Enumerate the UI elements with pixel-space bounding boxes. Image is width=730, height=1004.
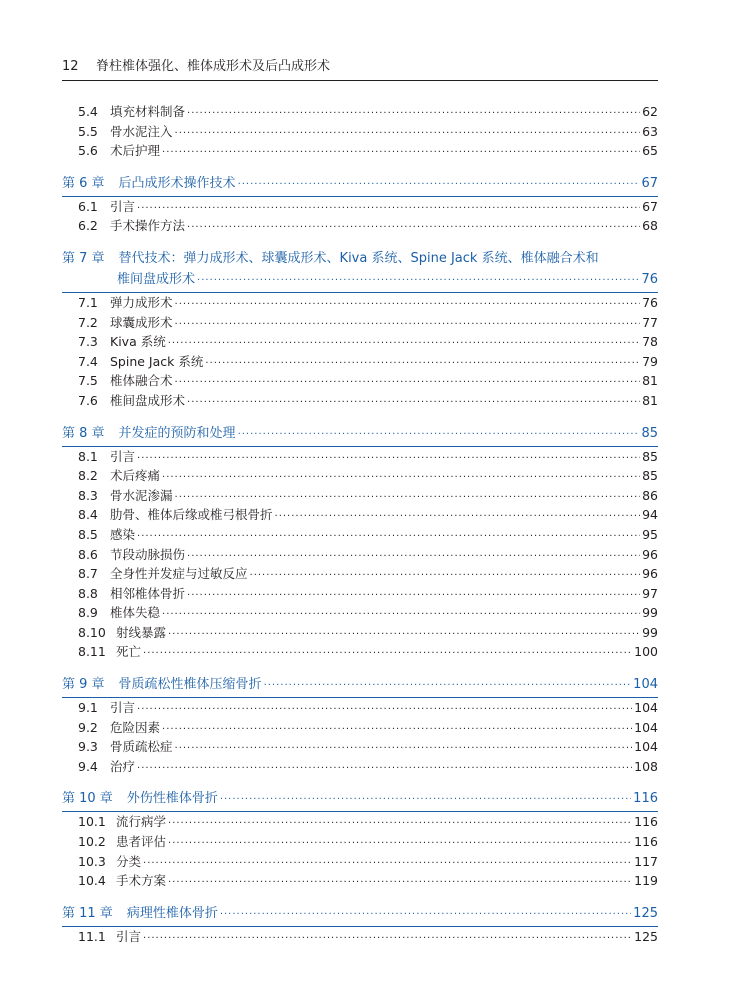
section-number: 5.6 [78, 143, 98, 159]
toc-entry[interactable] [62, 757, 658, 777]
section-title: 治疗 [110, 758, 136, 774]
running-header [62, 58, 658, 81]
toc-entry[interactable] [62, 122, 658, 142]
leader-dots [143, 644, 632, 664]
page-ref: 81 [642, 392, 658, 408]
chapter-number: 第 9 章 [62, 677, 105, 693]
table-of-contents [62, 102, 658, 946]
chapter-title: 后凸成形术操作技术 [118, 175, 236, 191]
section-number: 9.3 [78, 739, 98, 755]
section-number: 5.4 [78, 104, 98, 119]
toc-entry[interactable] [62, 525, 658, 545]
section-title: 骨水泥注入 [110, 123, 173, 139]
section-title: 椎间盘成形术 [110, 392, 186, 408]
section-number: 10.3 [78, 853, 106, 869]
chapters [62, 173, 658, 947]
page-ref: 67 [642, 198, 658, 214]
section-title: 射线暴露 [116, 624, 167, 640]
toc-entry[interactable] [62, 216, 658, 236]
toc-entry[interactable] [62, 197, 658, 217]
section-number: 8.8 [78, 585, 98, 601]
page-ref: 108 [634, 758, 658, 774]
page-ref: 104 [634, 719, 658, 735]
section-title: 手术方案 [116, 873, 167, 889]
chapter-page: 67 [641, 175, 658, 191]
chapter-number: 第 7 章 [62, 250, 105, 266]
leader-dots [238, 174, 640, 195]
toc-entry[interactable] [62, 313, 658, 333]
page-ref: 119 [634, 873, 658, 889]
toc-entry[interactable] [62, 698, 658, 718]
page-ref: 85 [642, 468, 658, 484]
chapter-page: 125 [633, 905, 658, 921]
section-number: 10.2 [78, 834, 106, 850]
book-title: 脊柱椎体强化、椎体成形术及后凸成形术 [96, 59, 331, 74]
section-number: 5.5 [78, 123, 98, 139]
toc-entry[interactable] [62, 812, 658, 832]
toc-entry[interactable] [62, 293, 658, 313]
page-ref: 125 [634, 928, 658, 944]
chapter-number: 第 11 章 [62, 905, 113, 921]
chapter-number: 第 8 章 [62, 425, 105, 441]
page-ref: 100 [634, 644, 658, 660]
toc-entry[interactable] [62, 927, 658, 947]
section-title: 患者评估 [116, 834, 167, 850]
section-title: 骨水泥渗漏 [110, 487, 173, 503]
section-title: 感染 [110, 526, 136, 542]
leader-dots [238, 424, 640, 445]
chapter-title: 骨质疏松性椎体压缩骨折 [118, 677, 262, 693]
section-title: 椎体失稳 [110, 605, 161, 621]
chapter-title: 替代技术：弹力成形术、球囊成形术、Kiva 系统、Spine Jack 系统、椎体融合术和 [118, 250, 599, 266]
toc-entry[interactable] [62, 603, 658, 623]
toc-entry[interactable] [62, 371, 658, 391]
section-number: 7.3 [78, 334, 98, 350]
section-title: 引言 [110, 700, 136, 716]
section-title: 骨质疏松症 [110, 739, 173, 755]
leader-dots [162, 143, 640, 163]
section-number: 9.2 [78, 719, 98, 735]
page-ref: 104 [634, 700, 658, 716]
section-title: 死亡 [116, 644, 142, 660]
chapter-page: 85 [641, 425, 658, 441]
section-title: 填充材料制备 [110, 104, 186, 119]
page-ref: 79 [642, 353, 658, 369]
section-number: 10.4 [78, 873, 106, 889]
section-number: 7.4 [78, 353, 98, 369]
page-ref: 77 [642, 314, 658, 330]
leader-dots [264, 675, 632, 696]
page-ref: 95 [642, 526, 658, 542]
section-number: 9.4 [78, 758, 98, 774]
chapter-heading[interactable] [62, 674, 658, 695]
section-title: 节段动脉损伤 [110, 546, 186, 562]
chapter-title-line2: 椎间盘成形术 [117, 271, 196, 287]
toc-entry[interactable] [62, 141, 658, 161]
section-title: 引言 [116, 928, 142, 944]
toc-entry[interactable] [62, 352, 658, 372]
toc-entry[interactable] [62, 505, 658, 525]
toc-entry[interactable] [62, 642, 658, 662]
leader-dots [168, 873, 632, 893]
toc-entry[interactable] [62, 545, 658, 565]
page-ref: 81 [642, 373, 658, 389]
section-title: 肋骨、椎体后缘或椎弓根骨折 [110, 507, 273, 523]
page-ref: 104 [634, 739, 658, 755]
page-ref: 96 [642, 566, 658, 582]
page-ref: 76 [642, 294, 658, 310]
leader-dots [143, 929, 632, 949]
page-ref: 63 [642, 123, 658, 139]
section-number: 6.1 [78, 198, 98, 214]
section-number: 11.1 [78, 928, 106, 944]
toc-entry[interactable] [62, 584, 658, 604]
section-number: 6.2 [78, 218, 98, 234]
section-number: 8.9 [78, 605, 98, 621]
section-number: 8.6 [78, 546, 98, 562]
page-ref: 86 [642, 487, 658, 503]
page-ref: 62 [642, 104, 658, 119]
chapter-page: 116 [633, 791, 658, 807]
section-number: 8.3 [78, 487, 98, 503]
leader-dots [187, 218, 640, 238]
toc-entry[interactable] [62, 486, 658, 506]
section-title: 手术操作方法 [110, 218, 186, 234]
section-title: Spine Jack 系统 [110, 353, 204, 369]
chapter-title: 并发症的预防和处理 [118, 425, 236, 441]
section-number: 8.1 [78, 448, 98, 464]
page-ref: 68 [642, 218, 658, 234]
section-number: 8.11 [78, 644, 106, 660]
chapter-heading[interactable] [62, 903, 658, 924]
toc-entry[interactable] [62, 718, 658, 738]
page-ref: 99 [642, 605, 658, 621]
page-ref: 85 [642, 448, 658, 464]
page-ref: 78 [642, 334, 658, 350]
toc-entry[interactable] [62, 447, 658, 467]
section-number: 10.1 [78, 814, 106, 830]
chapter-heading[interactable] [62, 788, 658, 809]
toc-entry[interactable] [62, 871, 658, 891]
toc-entry[interactable] [62, 623, 658, 643]
section-title: 分类 [116, 853, 142, 869]
page-ref: 94 [642, 507, 658, 523]
page-ref: 116 [634, 834, 658, 850]
section-number: 7.1 [78, 294, 98, 310]
page-ref: 96 [642, 546, 658, 562]
toc-entry[interactable] [62, 332, 658, 352]
section-title: 危险因素 [110, 719, 161, 735]
section-title: 流行病学 [116, 814, 167, 830]
toc-entry[interactable] [62, 102, 658, 122]
section-number: 8.4 [78, 507, 98, 523]
chapter-title: 外伤性椎体骨折 [126, 791, 218, 807]
page-ref: 99 [642, 624, 658, 640]
section-title: 术后疼痛 [110, 468, 161, 484]
toc-entry[interactable] [62, 391, 658, 411]
section-number: 8.7 [78, 566, 98, 582]
page-ref: 65 [642, 143, 658, 159]
leader-dots [220, 789, 631, 810]
page-number: 12 [62, 59, 79, 74]
leader-dots [137, 759, 632, 779]
page-ref: 97 [642, 585, 658, 601]
leader-dots [187, 393, 640, 413]
section-title: 引言 [110, 198, 136, 214]
chapter-heading[interactable] [62, 423, 658, 444]
lead-items [62, 102, 658, 161]
leader-dots [197, 270, 639, 291]
section-title: 引言 [110, 448, 136, 464]
section-number: 8.10 [78, 624, 106, 640]
toc-entry[interactable] [62, 737, 658, 757]
page-ref: 116 [634, 814, 658, 830]
section-title: 术后护理 [110, 143, 161, 159]
chapter-page: 104 [633, 677, 658, 693]
section-title: 椎体融合术 [110, 373, 173, 389]
section-title: 相邻椎体骨折 [110, 585, 186, 601]
section-number: 7.5 [78, 373, 98, 389]
toc-entry[interactable] [62, 564, 658, 584]
leader-dots [220, 904, 631, 925]
section-title: Kiva 系统 [110, 334, 166, 350]
toc-entry[interactable] [62, 852, 658, 872]
section-title: 弹力成形术 [110, 294, 173, 310]
section-title: 球囊成形术 [110, 314, 173, 330]
chapter-number: 第 10 章 [62, 791, 113, 807]
section-number: 7.2 [78, 314, 98, 330]
toc-entry[interactable] [62, 832, 658, 852]
chapter-number: 第 6 章 [62, 175, 105, 191]
toc-entry[interactable] [62, 466, 658, 486]
section-title: 全身性并发症与过敏反应 [110, 566, 248, 582]
page-ref: 117 [634, 853, 658, 869]
section-number: 8.2 [78, 468, 98, 484]
section-number: 9.1 [78, 700, 98, 716]
chapter-heading[interactable] [62, 248, 658, 290]
section-number: 7.6 [78, 392, 98, 408]
section-number: 8.5 [78, 526, 98, 542]
chapter-heading[interactable] [62, 173, 658, 194]
chapter-title: 病理性椎体骨折 [126, 905, 218, 921]
chapter-page: 76 [641, 271, 658, 287]
